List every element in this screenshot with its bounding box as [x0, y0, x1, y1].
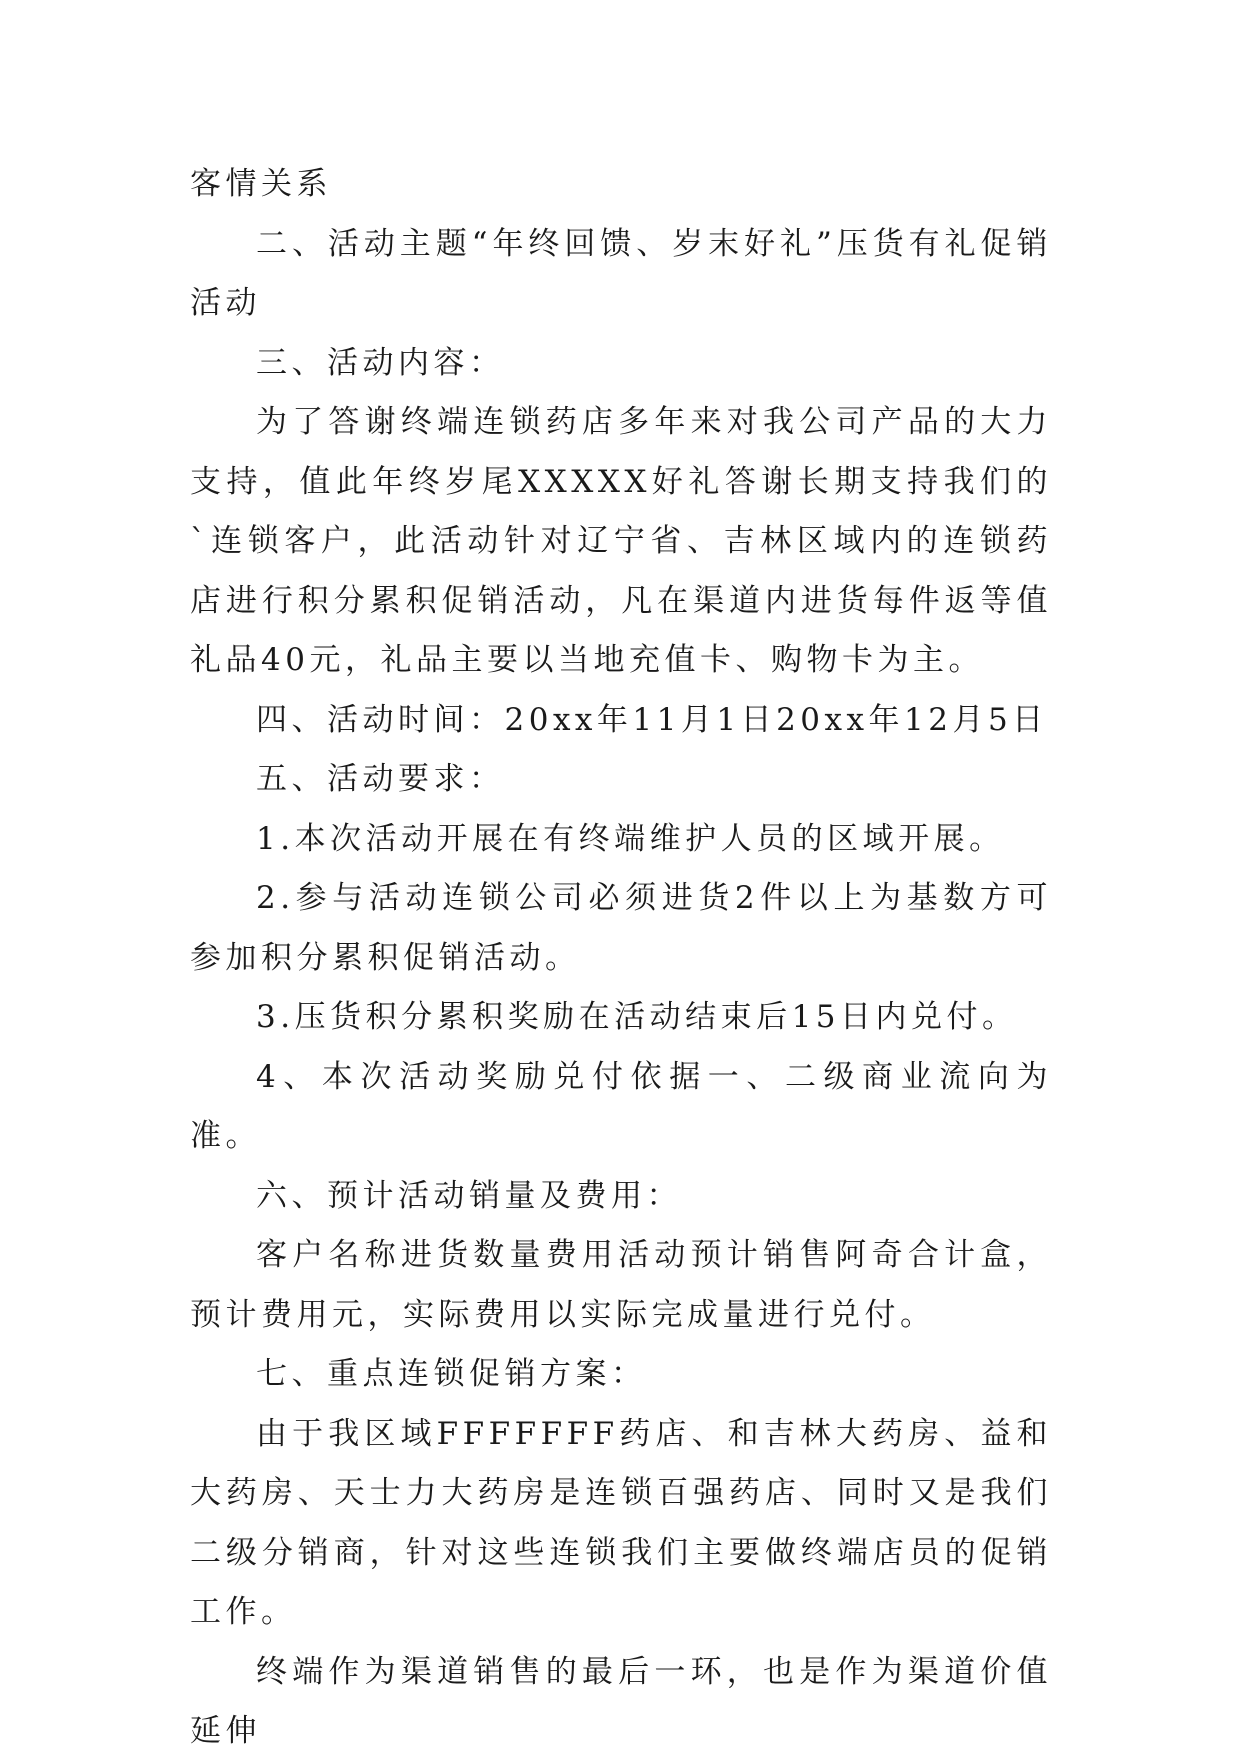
paragraph-activity-content: 为了答谢终端连锁药店多年来对我公司产品的大力支持，值此年终岁尾XXXXX好礼答谢长期支持我们的`连锁客户，此活动针对辽宁省、吉林区域内的连锁药店进行积分累积促销活动，凡在渠道内进货每件返等值礼品40元，礼品主要以当地充值卡、购物卡为主。 [190, 404, 1052, 678]
paragraph-key-chain-heading: 七、重点连锁促销方案： [256, 1356, 647, 1392]
paragraph-activity-time: 四、活动时间：20xx年11月1日20xx年12月5日 [256, 701, 1048, 738]
paragraph-key-chain-plan: 由于我区域FFFFFFF药店、和吉林大药房、益和大药房、天士力大药房是连锁百强药店、同时又是我们二级分销商，针对这些连锁我们主要做终端店员的促销工作。 [190, 1415, 1052, 1630]
paragraph-customer-relations: 客情关系 [190, 166, 332, 202]
paragraph-activity-content-heading: 三、活动内容： [256, 344, 505, 381]
paragraph-requirement-1: 1.本次活动开展在有终端维护人员的区域开展。 [256, 820, 1005, 857]
paragraph-requirement-3: 3.压货积分累积奖励在活动结束后15日内兑付。 [256, 999, 1018, 1035]
paragraph-sales-cost-heading: 六、预计活动销量及费用： [256, 1177, 682, 1214]
paragraph-requirement-4: 4、本次活动奖励兑付依据一、二级商业流向为准。 [190, 1058, 1052, 1154]
document-body [190, 155, 1052, 1762]
paragraph-requirement-2: 2.参与活动连锁公司必须进货2件以上为基数方可参加积分累积促销活动。 [190, 880, 1052, 976]
paragraph-sales-cost: 客户名称进货数量费用活动预计销售阿奇合计盒，预计费用元，实际费用以实际完成量进行兑付。 [190, 1237, 1052, 1333]
paragraph-activity-requirements-heading: 五、活动要求： [256, 761, 505, 797]
paragraph-activity-theme: 二、活动主题“年终回馈、岁末好礼”压货有礼促销活动 [190, 225, 1052, 321]
paragraph-terminal: 终端作为渠道销售的最后一环，也是作为渠道价值延伸 [190, 1653, 1052, 1749]
